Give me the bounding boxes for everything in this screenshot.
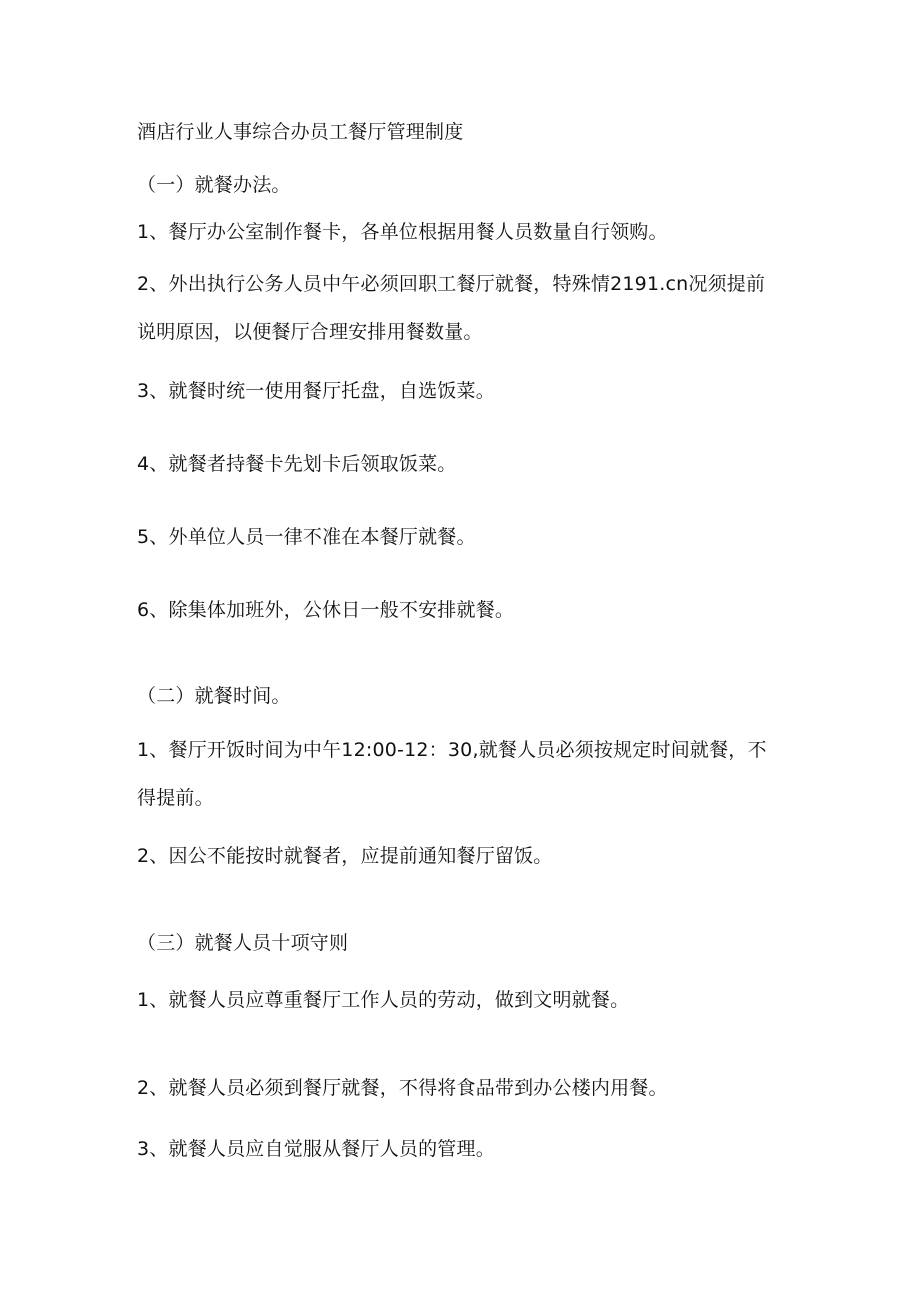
paragraph-line: 3、就餐时统一使用餐厅托盘，自选饭菜。 — [137, 380, 495, 402]
paragraph-line: 1、餐厅开饭时间为中午12:00-12：30,就餐人员必须按规定时间就餐，不 — [137, 739, 767, 761]
section-heading-2: （二）就餐时间。 — [137, 685, 291, 707]
paragraph-line: 2、外出执行公务人员中午必须回职工餐厅就餐，特殊情2191.cn况须提前 — [137, 273, 766, 295]
section-heading-1: （一）就餐办法。 — [137, 174, 291, 196]
paragraph-line: 6、除集体加班外，公休日一般不安排就餐。 — [137, 599, 515, 621]
paragraph-line: 3、就餐人员应自觉服从餐厅人员的管理。 — [137, 1138, 495, 1160]
section-heading-3: （三）就餐人员十项守则 — [137, 932, 349, 954]
document-title: 酒店行业人事综合办员工餐厅管理制度 — [137, 121, 464, 143]
paragraph-line: 4、就餐者持餐卡先划卡后领取饭菜。 — [137, 453, 457, 475]
paragraph-line: 2、就餐人员必须到餐厅就餐，不得将食品带到办公楼内用餐。 — [137, 1077, 668, 1099]
paragraph-line: 说明原因，以便餐厅合理安排用餐数量。 — [137, 321, 483, 343]
paragraph-line: 1、餐厅办公室制作餐卡，各单位根据用餐人员数量自行领购。 — [137, 221, 668, 243]
paragraph-line: 5、外单位人员一律不准在本餐厅就餐。 — [137, 526, 476, 548]
paragraph-line: 2、因公不能按时就餐者，应提前通知餐厅留饭。 — [137, 845, 553, 867]
paragraph-line: 得提前。 — [137, 787, 214, 809]
paragraph-line: 1、就餐人员应尊重餐厅工作人员的劳动，做到文明就餐。 — [137, 989, 630, 1011]
